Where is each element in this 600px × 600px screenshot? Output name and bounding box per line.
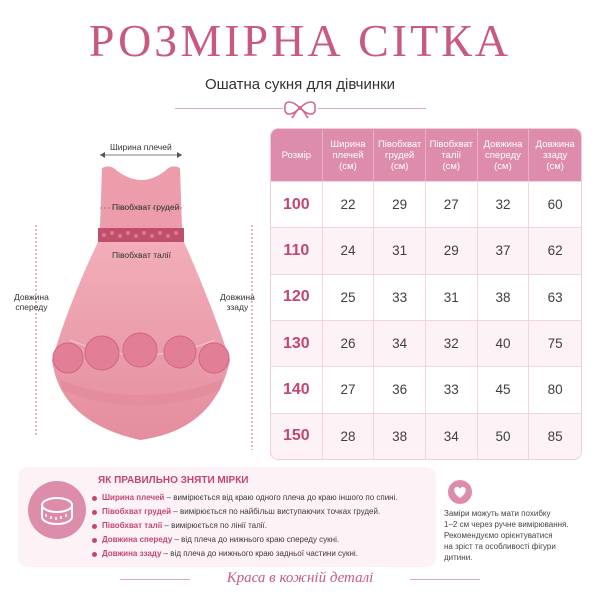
table-row (271, 413, 581, 459)
table-row (271, 181, 581, 227)
table-cell: 29 (374, 181, 426, 227)
table-cell: 27 (426, 181, 478, 227)
dress-diagram (0, 140, 265, 460)
page-subtitle: Ошатна сукня для дівчинки (204, 76, 396, 93)
list-item: Півобхват грудей – вимірюється по найбільш виступаючих точках грудей. (92, 505, 432, 519)
size-cell: 150 (271, 413, 323, 459)
table-cell: 24 (323, 227, 375, 273)
table-row (271, 227, 581, 273)
table-cell: 62 (529, 227, 581, 273)
table-cell: 26 (323, 320, 375, 366)
table-row (271, 274, 581, 320)
table-cell: 28 (323, 413, 375, 459)
table-cell: 85 (529, 413, 581, 459)
size-cell: 120 (271, 274, 323, 320)
footer-tagline: Краса в кожній деталі (226, 570, 374, 586)
page-title: РОЗМІРНА СІТКА (88, 15, 512, 66)
measure-title: ЯК ПРАВИЛЬНО ЗНЯТИ МІРКИ (98, 475, 249, 486)
table-header-row (271, 129, 581, 181)
label-shoulder-width: Ширина плечей (110, 142, 172, 152)
table-cell: 75 (529, 320, 581, 366)
table-cell: 32 (478, 181, 530, 227)
measure-instructions (18, 467, 436, 567)
column-header: Півобхват талії (см) (426, 129, 478, 181)
column-header: Довжина ззаду (см) (529, 129, 581, 181)
table-cell: 31 (426, 274, 478, 320)
size-table (270, 128, 582, 460)
label-front-length: Довжина спереду (14, 292, 49, 312)
table-row (271, 366, 581, 412)
measure-list (92, 491, 432, 561)
column-header: Півобхват грудей (см) (374, 129, 426, 181)
list-item: Довжина спереду – від плеча до нижнього краю спереду сукні. (92, 533, 432, 547)
size-cell: 140 (271, 366, 323, 412)
table-cell: 38 (478, 274, 530, 320)
column-header: Довжина спереду (см) (478, 129, 530, 181)
column-header: Розмір (271, 129, 323, 181)
column-header: Ширина плечей (см) (323, 129, 375, 181)
table-cell: 37 (478, 227, 530, 273)
heart-icon (448, 480, 472, 504)
label-chest: Півобхват грудей (112, 202, 180, 212)
table-cell: 33 (426, 366, 478, 412)
measuring-tape-icon (28, 481, 86, 539)
size-cell: 110 (271, 227, 323, 273)
table-cell: 40 (478, 320, 530, 366)
size-cell: 100 (271, 181, 323, 227)
table-cell: 27 (323, 366, 375, 412)
label-back-length: Довжина ззаду (220, 292, 255, 312)
size-cell: 130 (271, 320, 323, 366)
table-cell: 63 (529, 274, 581, 320)
note-text: Заміри можуть мати похибку 1–2 см через ручне вимірювання. Рекомендуємо орієнтуватися на зріст та особливості фігури дитини. (444, 509, 569, 562)
table-cell: 31 (374, 227, 426, 273)
table-cell: 32 (426, 320, 478, 366)
table-row (271, 320, 581, 366)
table-cell: 29 (426, 227, 478, 273)
table-cell: 38 (374, 413, 426, 459)
table-cell: 50 (478, 413, 530, 459)
table-cell: 22 (323, 181, 375, 227)
table-cell: 36 (374, 366, 426, 412)
list-item: Півобхват талії – вимірюється по лінії талії. (92, 519, 432, 533)
table-cell: 80 (529, 366, 581, 412)
bow-icon (0, 96, 600, 120)
list-item: Довжина ззаду – від плеча до нижнього краю задньої частини сукні. (92, 547, 432, 561)
list-item: Ширина плечей – вимірюється від краю одного плеча до краю іншого по спині. (92, 491, 432, 505)
label-waist: Півобхват талії (112, 250, 171, 260)
table-cell: 45 (478, 366, 530, 412)
table-cell: 33 (374, 274, 426, 320)
table-cell: 34 (426, 413, 478, 459)
table-cell: 25 (323, 274, 375, 320)
table-cell: 60 (529, 181, 581, 227)
table-cell: 34 (374, 320, 426, 366)
